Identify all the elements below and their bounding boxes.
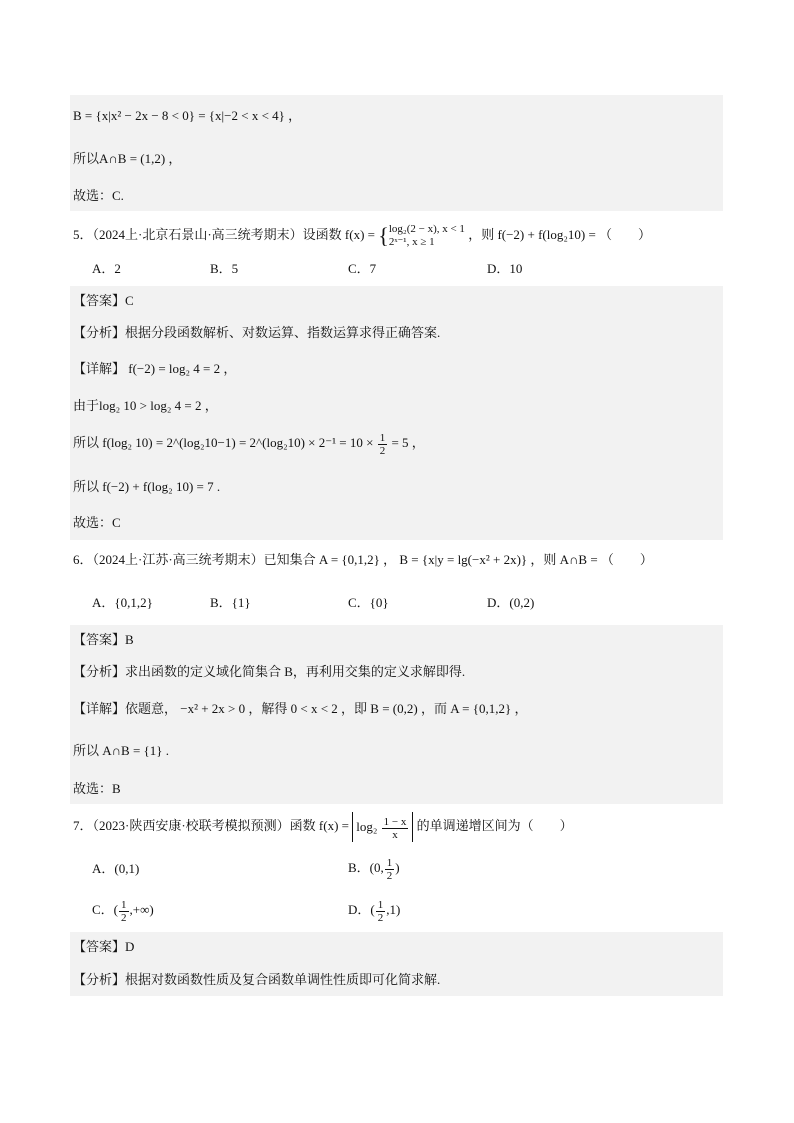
- q7-option-b-frac: [385, 857, 395, 882]
- q7-option-c-left: (: [113, 902, 119, 917]
- q6-analysis: 【分析】求出函数的定义域化简集合 B，再利用交集的定义求解即得.: [73, 664, 466, 679]
- q7-option-b-right: ): [395, 860, 400, 875]
- q7-option-c-label: C．: [92, 902, 114, 917]
- q6-option-d: D．(0,2): [487, 595, 535, 610]
- q5-detail-4: 所以 f(−2) + f(log₂ 10) = 7 .: [73, 479, 221, 494]
- q7-frac-den: x: [392, 828, 398, 841]
- q5-brace: {: [378, 223, 389, 249]
- q5-detail-3-fraction: [378, 432, 388, 457]
- q7-option-b-left: (0,: [369, 860, 384, 875]
- q7-option-d-label: D．: [348, 902, 371, 917]
- q7-option-d-den: 2: [377, 911, 384, 924]
- q7-log-part: log₂: [356, 819, 378, 835]
- q7-option-c-right: ,+∞): [129, 902, 154, 917]
- q7-option-b: [348, 852, 400, 884]
- q7-option-c-den: 2: [121, 911, 127, 924]
- q5-detail-3: [73, 428, 425, 458]
- q7-stem: [73, 811, 573, 842]
- q7-option-a: A．(0,1): [92, 861, 140, 876]
- q7-func-lhs: f(x) =: [318, 818, 349, 833]
- q7-option-b-num: 1: [386, 856, 393, 869]
- q5-piece-2: 2ˣ⁻¹, x ≥ 1: [388, 236, 435, 249]
- q7-option-d: [348, 894, 400, 926]
- q6-option-c: C．{0}: [348, 595, 389, 610]
- prev-intersection: 所以A∩B = (1,2) ，: [73, 151, 182, 166]
- q7-option-d-left: (: [370, 902, 375, 917]
- q5-stem: [73, 220, 651, 250]
- q7-option-d-frac: [376, 899, 386, 924]
- q5-detail-2: 由于log₂ 10 > log₂ 4 = 2 ，: [73, 398, 218, 413]
- q5-detail-1: 【详解】 f(−2) = log₂ 4 = 2 ，: [73, 361, 237, 376]
- q7-option-b-label: B．: [348, 860, 370, 875]
- prev-answer: 故选：C.: [73, 188, 124, 203]
- q7-fraction: [382, 816, 409, 841]
- q7-option-b-den: 2: [386, 869, 393, 882]
- q7-option-c-num: 1: [121, 898, 127, 911]
- q6-detail-1: 【详解】依题意， −x² + 2x > 0 ，解得 0 < x < 2 ，即 B = (0,2) ，而 A = {0,1,2} ，: [73, 701, 528, 716]
- q5-detail-3-num: 1: [379, 431, 386, 444]
- q7-option-d-right: ,1): [386, 902, 401, 917]
- q5-piecewise: [389, 223, 465, 249]
- q5-stem-suffix: ，则 f(−2) + f(log₂10) = （ ）: [468, 227, 652, 242]
- q5-conclusion: 故选：C: [73, 515, 121, 530]
- q7-stem-suffix: 的单调递增区间为（ ）: [416, 818, 573, 833]
- q6-option-a: A．{0,1,2}: [92, 595, 153, 610]
- q7-analysis: 【分析】根据对数函数性质及复合函数单调性性质即可化简求解.: [73, 972, 441, 987]
- q6-answer: 【答案】B: [73, 632, 134, 647]
- q7-frac-num: 1 − x: [383, 815, 407, 828]
- q5-analysis: 【分析】根据分段函数解析、对数运算、指数运算求得正确答案.: [73, 325, 441, 340]
- q5-option-d: D．10: [487, 261, 523, 276]
- q7-option-c-frac: [119, 899, 129, 924]
- q6-stem: 6．（2024上·江苏·高三统考期末）已知集合 A = {0,1,2} ， B = {x|y = lg(−x² + 2x)} ，则 A∩B = （ ）: [73, 552, 653, 567]
- q5-detail-3-den: 2: [379, 444, 386, 457]
- q5-detail-3-suffix: = 5 ，: [391, 435, 425, 450]
- q7-answer: 【答案】D: [73, 939, 135, 954]
- q6-conclusion: 故选：B: [73, 781, 121, 796]
- q6-detail-2: 所以 A∩B = {1} .: [73, 743, 170, 758]
- q5-option-b: B．5: [210, 261, 239, 276]
- q7-abs-expression: [352, 812, 413, 842]
- q7-option-d-num: 1: [377, 898, 384, 911]
- q5-detail-3-prefix: 所以 f(log₂ 10) = 2^(log₂10−1) = 2^(log₂10) × 2⁻¹ = 10 ×: [73, 435, 374, 450]
- q5-option-a: A．2: [92, 261, 121, 276]
- q7-option-c: [92, 894, 154, 926]
- q5-option-c: C．7: [348, 261, 377, 276]
- q5-answer: 【答案】C: [73, 293, 134, 308]
- q6-option-b: B．{1}: [210, 595, 251, 610]
- prev-b-set: B = {x|x² − 2x − 8 < 0} = {x|−2 < x < 4} ，: [73, 108, 302, 123]
- q5-func-lhs: f(x) =: [344, 227, 375, 242]
- q7-stem-prefix: 7．（2023·陕西安康·校联考模拟预测）函数: [73, 818, 316, 833]
- q5-stem-prefix: 5．（2024上·北京石景山·高三统考期末）设函数: [73, 227, 342, 242]
- q5-piece-1: log₂(2 − x), x < 1: [388, 223, 465, 236]
